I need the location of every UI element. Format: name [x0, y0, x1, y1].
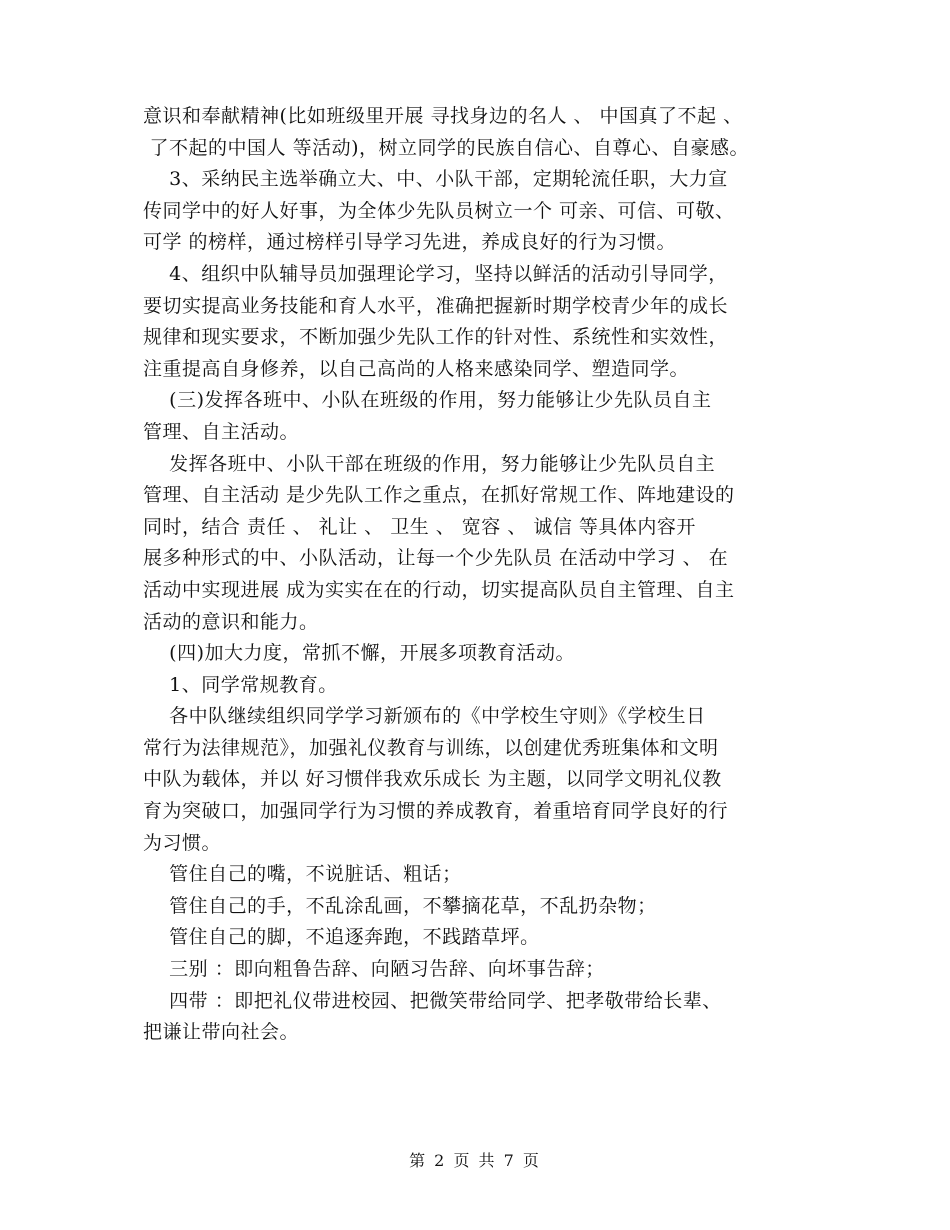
text-line: 把谦让带向社会。: [143, 1021, 300, 1044]
text-line: 各中队继续组织同学学习新颁布的《中学校生守则》《学校生日: [143, 705, 706, 728]
text-line: 管住自己的嘴，不说脏话、粗话；: [143, 863, 462, 886]
text-line: 意识和奉献精神(比如班级里开展 寻找身边的名人 、 中国真了不起 、: [143, 105, 743, 127]
text-line: 同时，结合 责任 、 礼让 、 卫生 、 宽容 、 诚信 等具体内容开: [143, 515, 696, 538]
page-number-footer: 第 2 页 共 7 页: [409, 1151, 541, 1170]
text-line: 要切实提高业务技能和育人水平，准确把握新时期学校青少年的成长: [143, 294, 729, 317]
text-line: 管理、自主活动 是少先队工作之重点，在抓好常规工作、阵地建设的: [143, 484, 735, 507]
text-line: (三)发挥各班中、小队在班级的作用，努力能够让少先队员自主: [143, 389, 712, 412]
text-line: 常行为法律规范》，加强礼仪教育与训练，以创建优秀班集体和文明: [143, 736, 719, 759]
document-body: [143, 101, 815, 1049]
text-line: 活动中实现进展 成为实实在在的行动，切实提高队员自主管理、自主: [143, 578, 735, 601]
text-line: 展多种形式的中、小队活动，让每一个少先队员 在活动中学习 、 在: [143, 547, 729, 570]
text-line: 3、采纳民主选举确立大、中、小队干部，定期轮流任职，大力宣: [143, 168, 728, 191]
text-line: 为习惯。: [143, 831, 222, 854]
text-line: 四带 ：即把礼仪带进校园、把微笑带给同学、把孝敬带给长辈、: [143, 989, 722, 1012]
text-line: 活动的意识和能力。: [143, 610, 319, 633]
text-line: 4、组织中队辅导员加强理论学习，坚持以鲜活的活动引导同学，: [143, 262, 728, 285]
text-line: 1、同学常规教育。: [143, 673, 338, 696]
text-line: 可学 的榜样，通过榜样引导学习先进，养成良好的行为习惯。: [143, 231, 677, 254]
text-line: 了不起的中国人 等活动)，树立同学的民族自信心、自尊心、自豪感。: [143, 136, 749, 159]
text-line: 管住自己的脚，不追逐奔跑，不践踏草坪。: [143, 926, 540, 949]
text-line: 发挥各班中、小队干部在班级的作用，努力能够让少先队员自主: [143, 452, 716, 475]
text-line: 管住自己的手，不乱涂乱画，不攀摘花草，不乱扔杂物；: [143, 894, 657, 917]
text-line: 育为突破口，加强同学行为习惯的养成教育，着重培育同学良好的行: [143, 800, 729, 823]
text-line: 管理、自主活动。: [143, 420, 300, 443]
text-line: 规律和现实要求，不断加强少先队工作的针对性、系统性和实效性，: [143, 326, 729, 349]
text-line: 三别 ：即向粗鲁告辞、向陋习告辞、向坏事告辞；: [143, 958, 605, 981]
text-line: 中队为载体，并以 好习惯伴我欢乐成长 为主题，以同学文明礼仪教: [143, 768, 722, 791]
text-line: (四)加大力度，常抓不懈，开展多项教育活动。: [143, 642, 575, 665]
text-line: 注重提高自身修养，以自己高尚的人格来感染同学、塑造同学。: [143, 357, 690, 380]
text-line: 传同学中的好人好事，为全体少先队员树立一个 可亲、可信、可敬、: [143, 199, 735, 222]
